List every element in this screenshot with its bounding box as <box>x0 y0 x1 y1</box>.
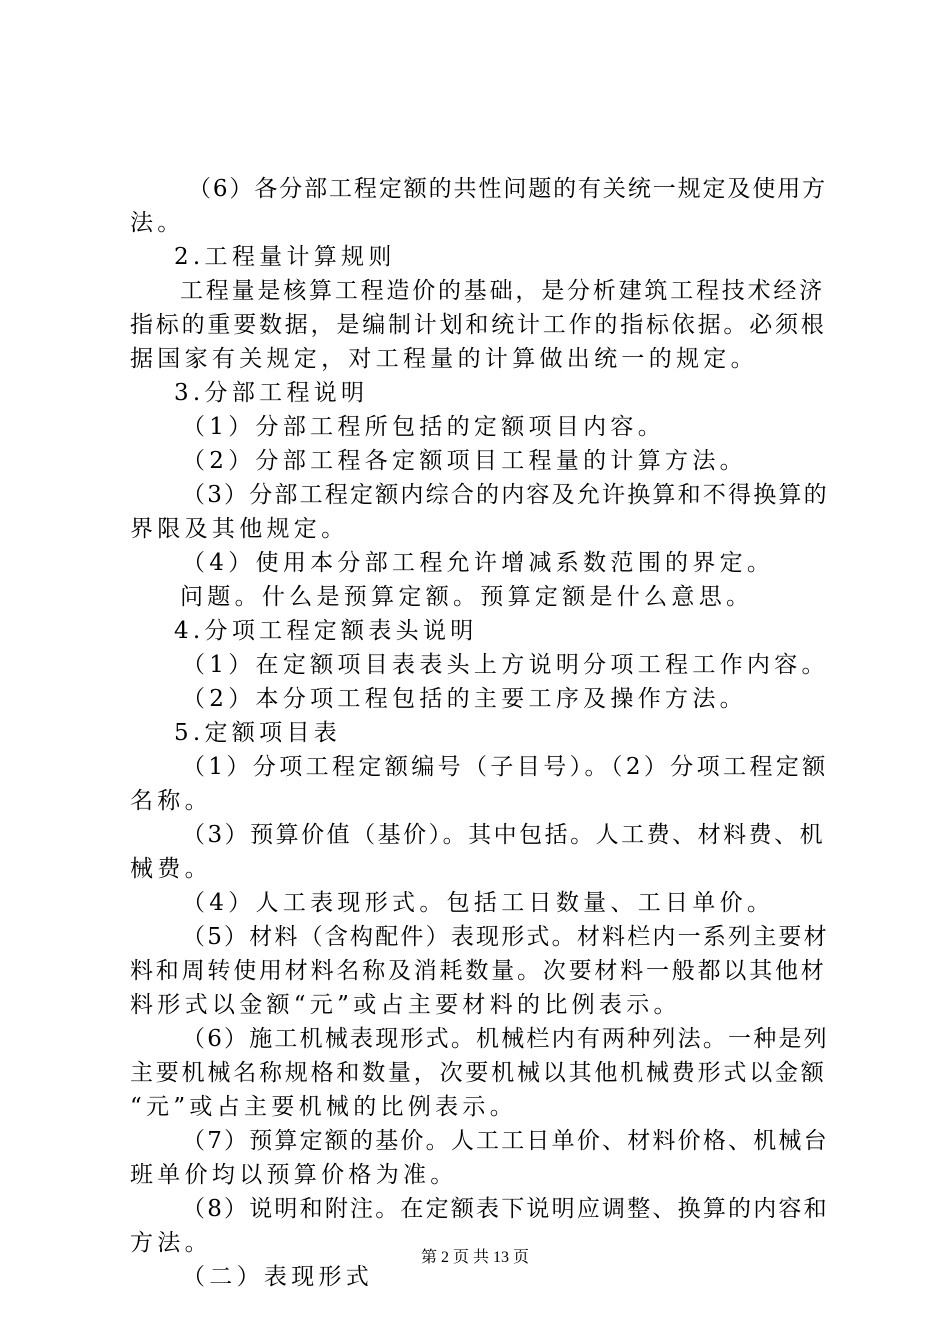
text-line: （4）人工表现形式。包括工日数量、工日单价。 <box>182 890 775 916</box>
text-line: 问题。什么是预算定额。预算定额是什么意思。 <box>180 584 754 610</box>
text-line: 班单价均以预算价格为准。 <box>130 1162 458 1188</box>
text-line: 械费。 <box>130 856 212 882</box>
section-heading: 2.工程量计算规则 <box>174 244 396 270</box>
section-heading: 4.分项工程定额表头说明 <box>174 618 478 644</box>
text-line: 界限及其他规定。 <box>130 516 349 542</box>
text-line: 据国家有关规定，对工程量的计算做出统一的规定。 <box>130 346 758 372</box>
text-line: 方法。 <box>130 1230 212 1256</box>
page-number-footer: 第 2 页 共 13 页 <box>420 1249 529 1266</box>
text-line: （2）本分项工程包括的主要工序及操作方法。 <box>182 686 747 712</box>
text-line: 料和周转使用材料名称及消耗数量。次要材料一般都以其他材 <box>130 958 827 984</box>
text-line: 工程量是核算工程造价的基础，是分析建筑工程技术经济 <box>180 278 825 304</box>
text-line: （1）分部工程所包括的定额项目内容。 <box>182 414 666 440</box>
text-line: （3）预算价值（基价）。其中包括。人工费、材料费、机 <box>182 822 826 848</box>
text-line: （5）材料（含构配件）表现形式。材料栏内一系列主要材 <box>182 924 829 950</box>
document-body <box>130 172 830 1294</box>
text-line: 法。 <box>130 210 185 236</box>
text-line: （7）预算定额的基价。人工工日单价、材料价格、机械台 <box>182 1128 829 1154</box>
text-line: （4）使用本分部工程允许增减系数范围的界定。 <box>182 550 775 576</box>
text-line: 主要机械名称规格和数量，次要机械以其他机械费形式以金额 <box>130 1060 827 1086</box>
section-heading: （二）表现形式 <box>182 1264 374 1290</box>
text-line: （1）在定额项目表表头上方说明分项工程工作内容。 <box>182 652 829 678</box>
text-line: （3）分部工程定额内综合的内容及允许换算和不得换算的 <box>182 482 829 508</box>
text-line: 料形式以金额“元”或占主要材料的比例表示。 <box>130 992 681 1018</box>
text-line: “元”或占主要机械的比例表示。 <box>130 1094 518 1120</box>
section-heading: 3.分部工程说明 <box>174 380 369 406</box>
text-line: （6）施工机械表现形式。机械栏内有两种列法。一种是列 <box>182 1026 829 1052</box>
text-line: 指标的重要数据，是编制计划和统计工作的指标依据。必须根 <box>130 312 827 338</box>
text-line: （6）各分部工程定额的共性问题的有关统一规定及使用方 <box>188 176 828 202</box>
section-heading: 5.定额项目表 <box>174 720 342 746</box>
text-line: （8）说明和附注。在定额表下说明应调整、换算的内容和 <box>182 1196 829 1222</box>
text-line: （1）分项工程定额编号（子目号）。（2）分项工程定额 <box>182 754 829 780</box>
text-line: 名称。 <box>130 788 212 814</box>
text-line: （2）分部工程各定额项目工程量的计算方法。 <box>182 448 747 474</box>
